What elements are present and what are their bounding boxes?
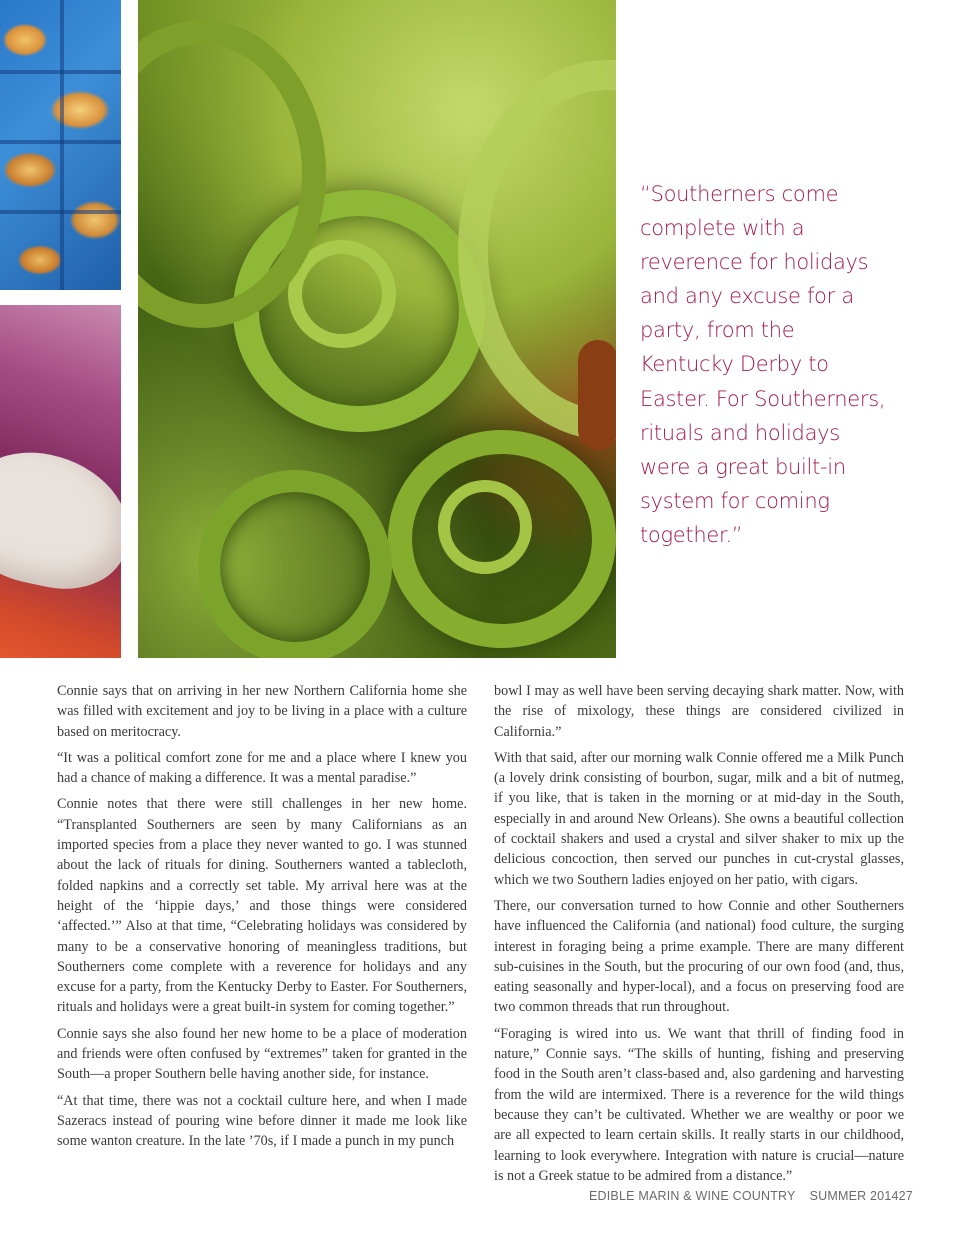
page-number: 27 [898, 1189, 913, 1203]
paragraph: Connie says she also found her new home to be a place of moderation and friends were often confused by “extremes” taken for granted in the South—a proper Southern belle having another side, for instance. [57, 1025, 467, 1083]
paragraph: “It was a political comfort zone for me and a place where I knew you had a chance of making a difference. It was a mental paradise.” [57, 749, 467, 787]
article-column-right [494, 681, 904, 1192]
pull-quote: “Southerners come complete with a reverence for holidays and any excuse for a party, from the Kentucky Derby to Easter. For Southerners, rituals and holidays were a great built-in system for coming together.” [640, 182, 886, 547]
forager-hand-photo [0, 305, 121, 658]
chanterelle-mushrooms-photo [0, 0, 121, 290]
paragraph: bowl I may as well have been serving decaying shark matter. Now, with the rise of mixology, these things are considered civilized in California.” [494, 683, 904, 740]
page-footer [589, 1189, 913, 1203]
paragraph: “Foraging is wired into us. We want that thrill of finding food in nature,” Connie says. “The skills of hunting, fishing and preserving food in the South aren’t class-based and, also gardening and harvesting from the wild are intermixed. There is a reverence for the wild things because they can’t be cultivated. Whether we are wealthy or poor we are all expected to learn certain skills. It really starts in our childhood, learning to look everywhere. Integration with nature is crucial—nature is not a Greek statue to be admired from a distance.” [494, 1025, 904, 1184]
fiddlehead-ferns-photo [138, 0, 616, 658]
paragraph: “At that time, there was not a cocktail culture here, and when I made Sazeracs instead of pouring wine before dinner it made me look like some wanton creature. In the late ’70s, if I made a punch in my punch [57, 1092, 467, 1150]
article-column-left [57, 681, 467, 1158]
paragraph: With that said, after our morning walk Connie offered me a Milk Punch (a lovely drink consisting of bourbon, sugar, milk and a bit of nutmeg, if you like, that is taken in the morning or at mid-day in the South, especially in and around New Orleans). She owns a beautiful collection of cocktail shakers and used a crystal and silver shaker to mix up the delicious concoction, then served our punches in cut-crystal glasses, which we two Southern ladies enjoyed on her patio, with cigars. [494, 749, 904, 888]
paragraph: There, our conversation turned to how Connie and other Southerners have influenced the California (and national) food culture, the surging interest in foraging being a prime example. There are many different sub-cuisines in the South, but the procuring of our own food (and, thus, eating seasonally and hyper-local), and a focus on preserving food are two common threads that run throughout. [494, 897, 904, 1016]
publication-name: EDIBLE MARIN & WINE COUNTRY [589, 1189, 796, 1203]
paragraph: Connie says that on arriving in her new Northern California home she was filled with excitement and joy to be living in a place with a culture based on meritocracy. [57, 683, 467, 740]
paragraph: Connie notes that there were still challenges in her new home. “Transplanted Southerners are seen by many Californians as an imported species from a place they never wanted to go. I was stunned about the lack of rituals for dining. Southerners wanted a tablecloth, folded napkins and a correctly set table. My arrival here was at the height of the ‘hippie days,’ and those things were considered ‘affected.’” Also at that time, “Celebrating holidays was considered by many to be a conservative honoring of meaningless traditions, but Southerners come complete with a reverence for holidays and any excuse for a party, from the Kentucky Derby to Easter. For Southerners, rituals and holidays were a great built-in system for coming together.” [57, 796, 467, 1016]
issue-date: SUMMER 2014 [809, 1189, 899, 1203]
